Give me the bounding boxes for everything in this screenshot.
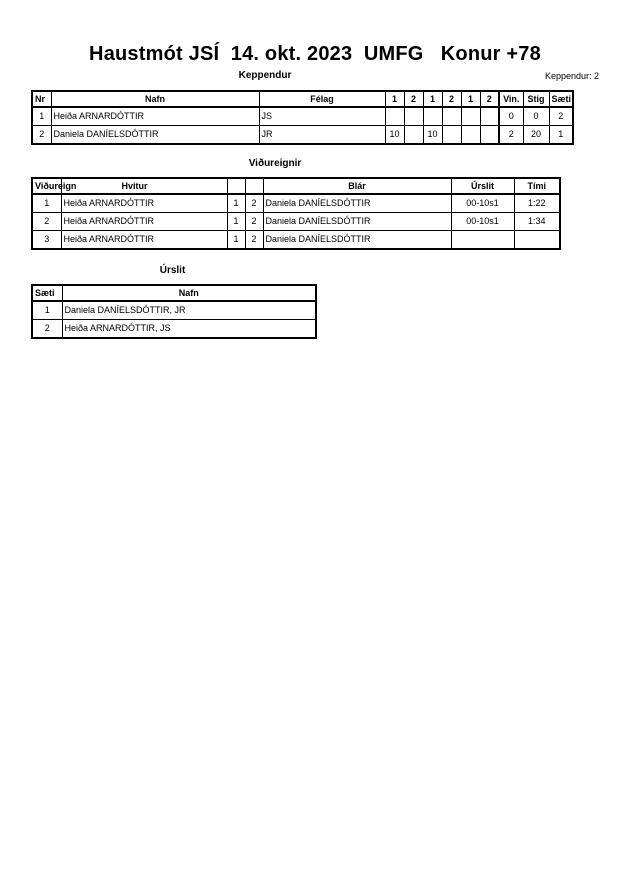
cell-white: Heiða ARNARDÓTTIR <box>61 213 227 231</box>
table-header-row <box>32 178 560 194</box>
cell-score <box>423 107 442 126</box>
col-header-points: Stig <box>523 91 549 107</box>
cell-points: 20 <box>523 126 549 145</box>
cell-blue: Daniela DANÍELSDÓTTIR <box>263 213 451 231</box>
col-header-place: Sæti <box>549 91 573 107</box>
competitors-heading: Keppendur <box>238 70 292 81</box>
col-header-time: Tími <box>514 178 560 194</box>
competitors-table <box>31 90 574 145</box>
cell-time: 1:34 <box>514 213 560 231</box>
results-table <box>31 284 317 339</box>
cell-score <box>461 126 480 145</box>
cell-score: 10 <box>385 126 404 145</box>
col-header-nr: Nr <box>32 91 51 107</box>
col-header-name: Nafn <box>51 91 259 107</box>
cell-match-nr: 1 <box>32 194 61 213</box>
cell-club: JS <box>259 107 385 126</box>
table-header-row <box>32 285 316 301</box>
cell-score: 10 <box>423 126 442 145</box>
col-header-match: Viðureign <box>32 178 61 194</box>
cell-time <box>514 231 560 250</box>
cell-time: 1:22 <box>514 194 560 213</box>
col-header-round: 2 <box>404 91 423 107</box>
cell-nr: 1 <box>32 107 51 126</box>
col-header-round: 1 <box>461 91 480 107</box>
cell-side: 2 <box>245 213 263 231</box>
page-title: Haustmót JSÍ 14. okt. 2023 UMFG Konur +78 <box>89 43 541 65</box>
cell-club: JR <box>259 126 385 145</box>
cell-name: Daniela DANÍELSDÓTTIR, JR <box>62 301 316 320</box>
cell-points: 0 <box>523 107 549 126</box>
table-row <box>32 301 316 320</box>
cell-score <box>480 126 499 145</box>
matches-heading: Viðureignir <box>248 158 302 169</box>
table-row <box>32 194 560 213</box>
cell-blue: Daniela DANÍELSDÓTTIR <box>263 194 451 213</box>
cell-place: 1 <box>32 301 62 320</box>
cell-score <box>385 107 404 126</box>
col-header-empty <box>227 178 245 194</box>
cell-name: Heiða ARNARDÓTTIR <box>51 107 259 126</box>
cell-blue: Daniela DANÍELSDÓTTIR <box>263 231 451 250</box>
cell-place: 2 <box>549 107 573 126</box>
cell-result <box>451 231 514 250</box>
col-header-round: 1 <box>423 91 442 107</box>
cell-score <box>461 107 480 126</box>
cell-match-nr: 3 <box>32 231 61 250</box>
table-row <box>32 320 316 339</box>
cell-name: Daniela DANÍELSDÓTTIR <box>51 126 259 145</box>
cell-white: Heiða ARNARDÓTTIR <box>61 231 227 250</box>
col-header-result: Úrslit <box>451 178 514 194</box>
results-heading: Úrslit <box>159 265 186 276</box>
competitors-count: Keppendur: 2 <box>544 71 599 81</box>
col-header-club: Félag <box>259 91 385 107</box>
cell-wins: 0 <box>499 107 523 126</box>
cell-white: Heiða ARNARDÓTTIR <box>61 194 227 213</box>
col-header-name: Nafn <box>62 285 316 301</box>
table-row <box>32 213 560 231</box>
cell-side: 2 <box>245 231 263 250</box>
table-row <box>32 107 573 126</box>
cell-side: 1 <box>227 231 245 250</box>
table-header-row <box>32 91 573 107</box>
cell-name: Heiða ARNARDÓTTIR, JS <box>62 320 316 339</box>
cell-match-nr: 2 <box>32 213 61 231</box>
col-header-round: 2 <box>442 91 461 107</box>
cell-score <box>480 107 499 126</box>
cell-place: 2 <box>32 320 62 339</box>
cell-nr: 2 <box>32 126 51 145</box>
col-header-empty <box>245 178 263 194</box>
col-header-blue: Blár <box>263 178 451 194</box>
table-row <box>32 231 560 250</box>
cell-score <box>442 126 461 145</box>
cell-place: 1 <box>549 126 573 145</box>
cell-side: 2 <box>245 194 263 213</box>
col-header-place: Sæti <box>32 285 62 301</box>
cell-score <box>404 126 423 145</box>
cell-side: 1 <box>227 194 245 213</box>
cell-wins: 2 <box>499 126 523 145</box>
col-header-round: 1 <box>385 91 404 107</box>
col-header-round: 2 <box>480 91 499 107</box>
cell-result: 00-10s1 <box>451 194 514 213</box>
table-row <box>32 126 573 145</box>
cell-side: 1 <box>227 213 245 231</box>
col-header-white: Hvitur <box>61 178 227 194</box>
matches-table <box>31 177 561 250</box>
cell-score <box>442 107 461 126</box>
cell-result: 00-10s1 <box>451 213 514 231</box>
cell-score <box>404 107 423 126</box>
col-header-wins: Vin. <box>499 91 523 107</box>
